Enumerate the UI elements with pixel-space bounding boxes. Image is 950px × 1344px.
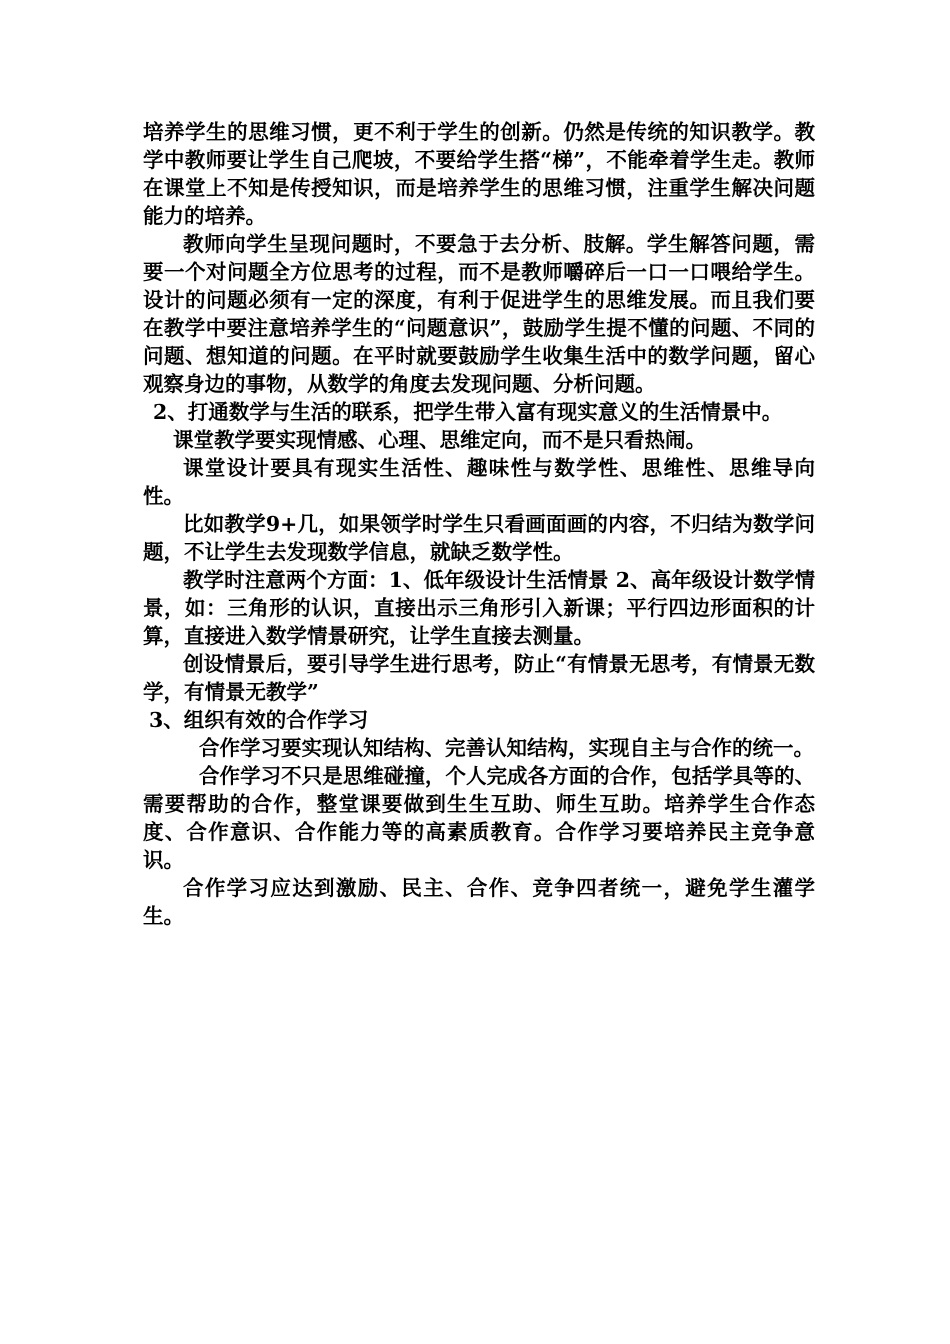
paragraph-4: 课堂设计要具有现实生活性、趣味性与数学性、思维性、思维导向性。 — [143, 456, 815, 508]
paragraph-2: 教师向学生呈现问题时，不要急于去分析、肢解。学生解答问题，需要一个对问题全方位思考的过程，而不是教师嚼碎后一口一口喂给学生。设计的问题必须有一定的深度，有利于促进学生的思维发展。而且我们要在教学中要注意培养学生的“问题意识”，鼓励学生提不懂的问题、不同的问题、想知道的问题。在平时就要鼓励学生收集生活中的数学问题，留心观察身边的事物，从数学的角度去发现问题、分析问题。 — [143, 232, 815, 396]
paragraph-3: 课堂教学要实现情感、心理、思维定向，而不是只看热闹。 — [173, 428, 706, 452]
paragraph-9: 合作学习不只是思维碰撞，个人完成各方面的合作，包括学具等的、需要帮助的合作，整堂课要做到生生互助、师生互助。培养学生合作态度、合作意识、合作能力等的高素质教育。合作学习要培养民主竞争意识。 — [143, 764, 815, 872]
paragraph-7: 创设情景后，要引导学生进行思考，防止“有情景无思考，有情景无数学，有情景无教学” — [143, 652, 815, 704]
document-body — [143, 118, 815, 930]
paragraph-6: 教学时注意两个方面：1、低年级设计生活情景 2、高年级设计数学情景，如：三角形的认识，直接出示三角形引入新课；平行四边形面积的计算，直接进入数学情景研究，让学生直接去测量。 — [143, 568, 815, 648]
paragraph-5: 比如教学9+几，如果领学时学生只看画面画的内容，不归结为数学问题，不让学生去发现数学信息，就缺乏数学性。 — [143, 512, 815, 564]
paragraph-8: 合作学习要实现认知结构、完善认知结构，实现自主与合作的统一。 — [199, 736, 814, 760]
paragraph-10: 合作学习应达到激励、民主、合作、竞争四者统一，避免学生灌学生。 — [143, 876, 815, 928]
paragraph-1: 培养学生的思维习惯，更不利于学生的创新。仍然是传统的知识教学。教学中教师要让学生自己爬坡，不要给学生搭“梯”，不能牵着学生走。教师在课堂上不知是传授知识，而是培养学生的思维习惯，注重学生解决问题能力的培养。 — [143, 120, 815, 228]
section-heading-3: 3、组织有效的合作学习 — [149, 708, 369, 732]
section-heading-2: 2、打通数学与生活的联系，把学生带入富有现实意义的生活情景中。 — [153, 400, 783, 424]
